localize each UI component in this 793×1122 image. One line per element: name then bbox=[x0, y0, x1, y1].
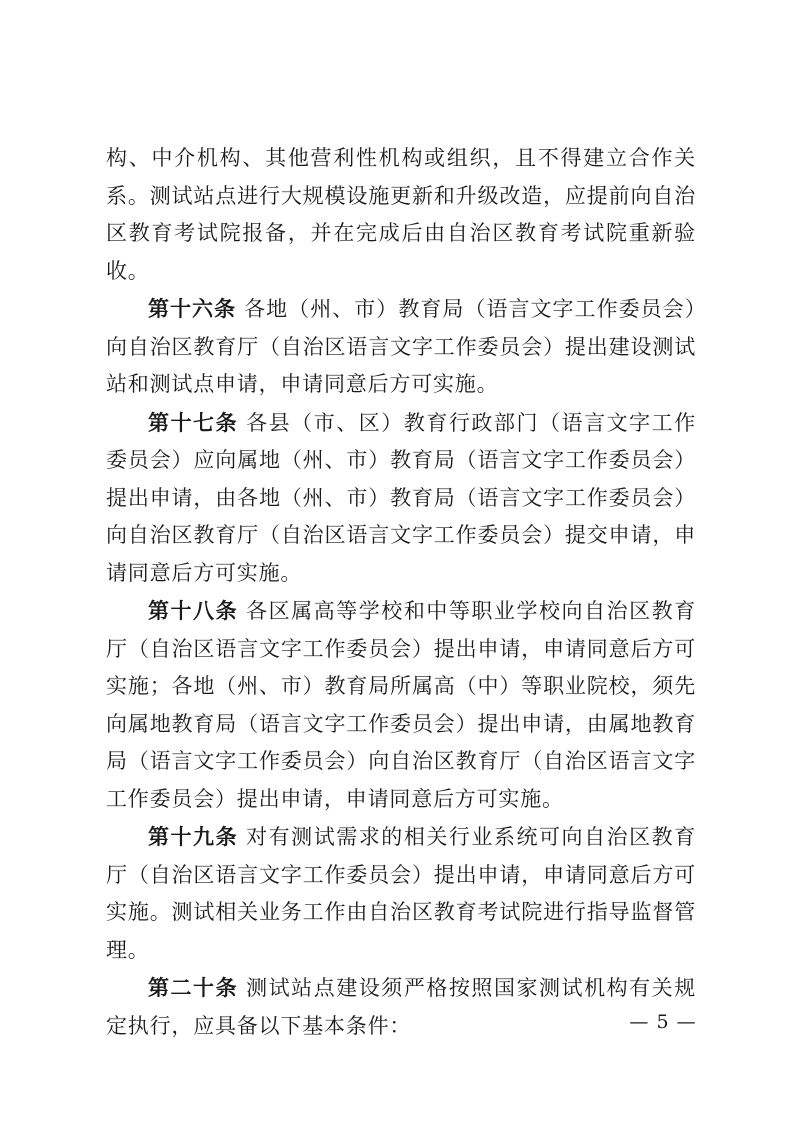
article-18 bbox=[106, 592, 696, 818]
article-17 bbox=[106, 404, 696, 593]
article-label: 第十八条 bbox=[148, 598, 239, 623]
article-20 bbox=[106, 969, 696, 1045]
article-16 bbox=[106, 290, 696, 404]
article-19 bbox=[106, 818, 696, 969]
article-text: 对有测试需求的相关行业系统可向自治区教育厅（自治区语言文字工作委员会）提出申请，申请同意后方可实施。测试相关业务工作由自治区教育考试院进行指导监督管理。 bbox=[106, 825, 696, 962]
article-label: 第十六条 bbox=[148, 296, 237, 321]
paragraph-continuation bbox=[106, 140, 696, 290]
page-number: — 5 — bbox=[629, 1011, 697, 1033]
article-text: 各地（州、市）教育局（语言文字工作委员会）向自治区教育厅（自治区语言文字工作委员会）提出建设测试站和测试点申请，申请同意后方可实施。 bbox=[106, 297, 696, 396]
article-text: 测试站点建设须严格按照国家测试机构有关规定执行，应具备以下基本条件： bbox=[106, 976, 696, 1038]
article-label: 第十七条 bbox=[148, 409, 239, 435]
article-text: 各区属高等学校和中等职业学校向自治区教育厅（自治区语言文字工作委员会）提出申请，申请同意后方可实施；各地（州、市）教育局所属高（中）等职业院校，须先向属地教育局（语言文字工作委员会）提出申请，由属地教育局（语言文字工作委员会）向自治区教育厅（自治区语言文字工作委员会）提出申请，申请同意后方可实施。 bbox=[106, 599, 696, 811]
article-text: 各县（市、区）教育行政部门（语言文字工作委员会）应向属地（州、市）教育局（语言文字工作委员会）提出申请，由各地（州、市）教育局（语言文字工作委员会）向自治区教育厅（自治区语言文字工作委员会）提交申请，申请同意后方可实施。 bbox=[106, 410, 696, 585]
article-label: 第二十条 bbox=[148, 975, 239, 1000]
document-body bbox=[106, 140, 696, 1045]
article-label: 第十九条 bbox=[148, 824, 239, 849]
paragraph-text: 构、中介机构、其他营利性机构或组织，且不得建立合作关系。测试站点进行大规模设施更新和升级改造，应提前向自治区教育考试院报备，并在完成后由自治区教育考试院重新验收。 bbox=[106, 146, 696, 283]
